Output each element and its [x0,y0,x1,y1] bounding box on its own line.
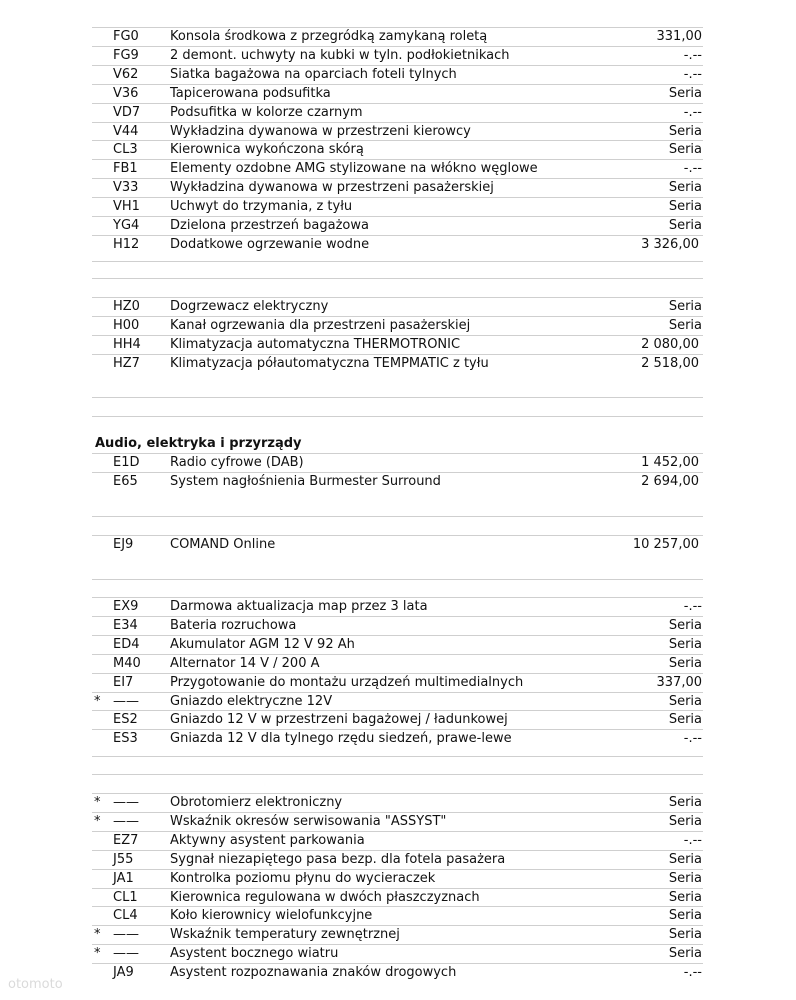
option-price: -.-- [683,67,702,82]
option-code: FG9 [113,48,139,63]
option-price: Seria [668,908,702,923]
option-code: V62 [113,67,139,82]
row-divider [92,261,703,262]
option-code: CL1 [113,890,138,905]
option-price: Seria [668,946,702,961]
option-row [0,812,796,831]
option-price: Seria [668,712,702,727]
row-divider [92,579,703,580]
option-price: Seria [668,180,702,195]
option-price: 2 694,00 [641,474,699,489]
option-code: E34 [113,618,138,633]
row-divider [92,516,703,517]
option-description: Sygnał niezapiętego pasa bezp. dla fotela pasażera [170,852,506,867]
option-code: EI7 [113,675,134,690]
option-description: Siatka bagażowa na oparciach foteli tylnych [170,67,457,82]
option-row [0,178,796,197]
option-price: Seria [668,795,702,810]
option-description: Radio cyfrowe (DAB) [170,455,304,470]
option-description: Koło kierownicy wielofunkcyjne [170,908,373,923]
option-description: Asystent bocznego wiatru [170,946,339,961]
option-row [0,84,796,103]
option-row [0,831,796,850]
option-description: Wykładzina dywanowa w przestrzeni pasażerskiej [170,180,494,195]
option-row [0,235,796,254]
option-code: —— [113,694,139,709]
option-row [0,335,796,354]
row-divider [92,774,703,775]
option-description: Tapicerowana podsufitka [170,86,331,101]
option-description: Asystent rozpoznawania znaków drogowych [170,965,457,980]
standard-marker: * [94,927,101,942]
option-description: Dodatkowe ogrzewanie wodne [170,237,370,252]
option-code: FB1 [113,161,138,176]
option-code: EZ7 [113,833,139,848]
option-code: CL3 [113,142,138,157]
option-row [0,316,796,335]
option-row [0,710,796,729]
option-row [0,535,796,554]
option-description: Podsufitka w kolorze czarnym [170,105,363,120]
option-description: Elementy ozdobne AMG stylizowane na włókno węglowe [170,161,538,176]
option-price: Seria [668,656,702,671]
option-code: EX9 [113,599,139,614]
option-price: Seria [668,124,702,139]
option-row [0,140,796,159]
option-price: -.-- [683,833,702,848]
option-row [0,27,796,46]
option-price: 10 257,00 [632,537,699,552]
option-price: 3 326,00 [641,237,699,252]
standard-marker: * [94,814,101,829]
option-price: -.-- [683,105,702,120]
option-row [0,103,796,122]
option-price: Seria [668,814,702,829]
option-price: Seria [668,637,702,652]
option-row [0,850,796,869]
option-code: —— [113,927,139,942]
option-price: 331,00 [656,29,702,44]
option-price: Seria [668,318,702,333]
option-code: EJ9 [113,537,134,552]
option-code: ES2 [113,712,138,727]
option-price: Seria [668,890,702,905]
row-divider [92,397,703,398]
row-divider [92,416,703,417]
option-price: 2 518,00 [641,356,699,371]
option-row [0,925,796,944]
option-description: Gniazdo elektryczne 12V [170,694,333,709]
option-price: Seria [668,199,702,214]
option-code: HZ7 [113,356,140,371]
option-row [0,354,796,373]
option-code: HZ0 [113,299,140,314]
option-price: -.-- [683,48,702,63]
option-row [0,472,796,491]
option-price: -.-- [683,599,702,614]
option-description: Obrotomierz elektroniczny [170,795,343,810]
option-description: 2 demont. uchwyty na kubki w tyln. podłokietnikach [170,48,510,63]
option-description: Bateria rozruchowa [170,618,297,633]
option-code: E1D [113,455,140,470]
option-code: JA1 [113,871,134,886]
option-code: HH4 [113,337,141,352]
option-code: M40 [113,656,141,671]
option-description: Wskaźnik temperatury zewnętrznej [170,927,400,942]
option-description: System nagłośnienia Burmester Surround [170,474,441,489]
option-code: CL4 [113,908,138,923]
option-description: Alternator 14 V / 200 A [170,656,320,671]
option-description: Gniazda 12 V dla tylnego rzędu siedzeń, prawe-lewe [170,731,512,746]
option-code: —— [113,795,139,810]
option-price: Seria [668,852,702,867]
option-row [0,963,796,982]
option-description: Darmowa aktualizacja map przez 3 lata [170,599,428,614]
option-price: Seria [668,618,702,633]
option-code: YG4 [113,218,140,233]
option-description: Kontrolka poziomu płynu do wycieraczek [170,871,436,886]
option-code: V36 [113,86,139,101]
option-row [0,793,796,812]
option-row [0,654,796,673]
option-price: -.-- [683,161,702,176]
option-row [0,906,796,925]
option-price: Seria [668,299,702,314]
option-code: V44 [113,124,139,139]
option-row [0,197,796,216]
option-row [0,297,796,316]
option-description: Klimatyzacja automatyczna THERMOTRONIC [170,337,461,352]
watermark-logo: otomoto [8,977,63,992]
option-row [0,216,796,235]
standard-marker: * [94,694,101,709]
option-description: Akumulator AGM 12 V 92 Ah [170,637,355,652]
option-price: -.-- [683,965,702,980]
option-description: Uchwyt do trzymania, z tyłu [170,199,353,214]
option-row [0,869,796,888]
option-price: Seria [668,871,702,886]
option-price: 337,00 [656,675,702,690]
option-row [0,65,796,84]
option-row [0,635,796,654]
option-price: Seria [668,218,702,233]
option-row [0,597,796,616]
option-description: Przygotowanie do montażu urządzeń multimedialnych [170,675,524,690]
option-description: COMAND Online [170,537,276,552]
option-code: VH1 [113,199,140,214]
option-row [0,944,796,963]
option-description: Wykładzina dywanowa w przestrzeni kierowcy [170,124,471,139]
option-code: J55 [113,852,134,867]
option-code: H00 [113,318,140,333]
standard-marker: * [94,946,101,961]
option-price: Seria [668,694,702,709]
option-price: Seria [668,142,702,157]
option-code: H12 [113,237,140,252]
option-row [0,122,796,141]
option-code: ES3 [113,731,138,746]
option-code: —— [113,814,139,829]
option-description: Klimatyzacja półautomatyczna TEMPMATIC z tyłu [170,356,489,371]
option-price: 2 080,00 [641,337,699,352]
option-description: Aktywny asystent parkowania [170,833,365,848]
option-row [0,673,796,692]
option-description: Wskaźnik okresów serwisowania "ASSYST" [170,814,447,829]
option-price: Seria [668,927,702,942]
option-description: Kanał ogrzewania dla przestrzeni pasażerskiej [170,318,471,333]
option-row [0,159,796,178]
section-title: Audio, elektryka i przyrządy [95,436,302,451]
option-code: ED4 [113,637,140,652]
option-price: Seria [668,86,702,101]
option-code: E65 [113,474,138,489]
option-row [0,729,796,748]
option-description: Kierownica regulowana w dwóch płaszczyznach [170,890,480,905]
option-description: Dzielona przestrzeń bagażowa [170,218,369,233]
option-description: Konsola środkowa z przegródką zamykaną roletą [170,29,488,44]
option-code: V33 [113,180,139,195]
option-row [0,616,796,635]
option-description: Dogrzewacz elektryczny [170,299,329,314]
option-code: —— [113,946,139,961]
option-description: Kierownica wykończona skórą [170,142,364,157]
option-row [0,888,796,907]
option-code: JA9 [113,965,134,980]
option-description: Gniazdo 12 V w przestrzeni bagażowej / ładunkowej [170,712,508,727]
row-divider [92,278,703,279]
option-row [0,453,796,472]
option-row [0,692,796,711]
standard-marker: * [94,795,101,810]
option-price: -.-- [683,731,702,746]
option-price: 1 452,00 [641,455,699,470]
option-code: VD7 [113,105,141,120]
option-row [0,46,796,65]
row-divider [92,756,703,757]
option-code: FG0 [113,29,139,44]
